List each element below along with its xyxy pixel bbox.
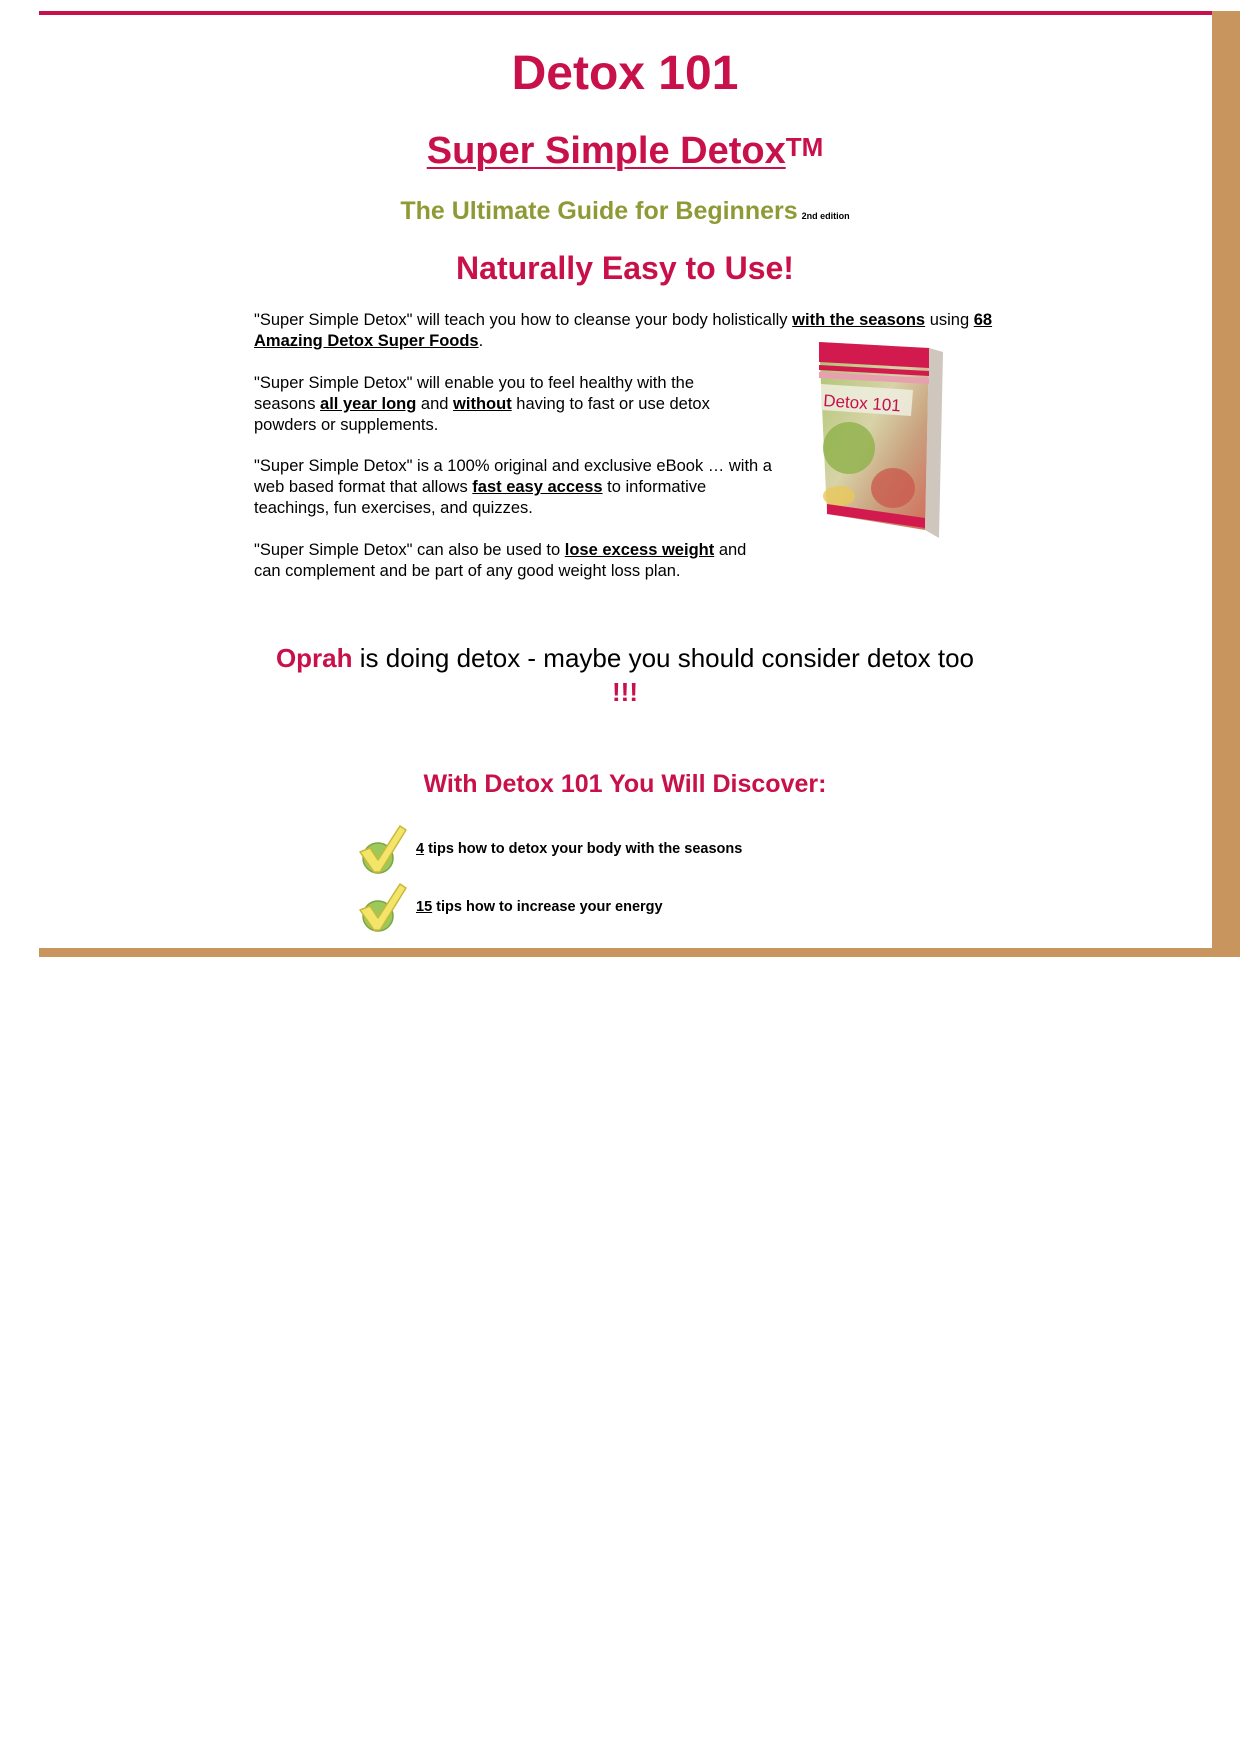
bottom-border-bar [39, 948, 1240, 957]
text: "Super Simple Detox" is a 100% original and exclusive eBook … with a web based format that allows [254, 457, 772, 496]
list-item [356, 822, 742, 876]
tip-text [416, 841, 742, 857]
text: "Super Simple Detox" can also be used to [254, 541, 565, 559]
text: and [416, 395, 454, 413]
text: and can complement and be part of any good weight loss plan. [254, 541, 747, 580]
emphasis-without: without [453, 395, 512, 413]
discover-heading: With Detox 101 You Will Discover: [423, 770, 827, 798]
intro-paragraph-2 [254, 373, 754, 436]
tip-count: 15 [416, 899, 433, 915]
tip-description: tips how to detox your body with the seasons [424, 841, 743, 857]
tagline: Naturally Easy to Use! [456, 250, 794, 286]
guide-subtitle [0, 197, 1241, 226]
intro-paragraph-4 [254, 540, 774, 582]
guide-text: The Ultimate Guide for Beginners [400, 197, 798, 225]
checkmark-icon [356, 880, 408, 934]
emphasis-all-year: all year long [320, 395, 417, 413]
emphasis-super-foods: 68 Amazing Detox Super Foods [254, 311, 993, 350]
product-name-link[interactable]: Super Simple Detox [426, 130, 786, 172]
oprah-callout [270, 641, 980, 709]
top-divider [39, 11, 1212, 15]
emphasis-seasons: with the seasons [792, 311, 926, 329]
checkmark-icon [356, 822, 408, 876]
text: "Super Simple Detox" will enable you to feel healthy with the seasons [254, 374, 695, 413]
emphasis-fast-access: fast easy access [472, 478, 603, 496]
text: having to fast or use detox powders or supplements. [254, 395, 710, 434]
tip-text [416, 899, 663, 915]
tip-count: 4 [416, 841, 425, 857]
text: using [925, 311, 974, 329]
svg-text:Detox 101: Detox 101 [822, 391, 902, 416]
product-name [0, 130, 1241, 173]
exclamation: !!! [612, 677, 638, 707]
text: to informative teachings, fun exercises, and quizzes. [254, 478, 707, 517]
tip-description: tips how to increase your energy [432, 899, 663, 915]
list-item [356, 880, 663, 934]
text: "Super Simple Detox" will teach you how to cleanse your body holistically [254, 311, 793, 329]
oprah-text: is doing detox - maybe you should consider detox too [352, 643, 975, 673]
trademark-symbol: TM [785, 132, 824, 162]
intro-paragraph-3 [254, 456, 774, 519]
oprah-name: Oprah [275, 643, 353, 673]
text: . [478, 332, 484, 350]
edition-label: 2nd edition [801, 211, 850, 221]
emphasis-lose-weight: lose excess weight [564, 541, 715, 559]
page-title: Detox 101 [511, 47, 739, 100]
ebook-cover-image [813, 338, 947, 548]
